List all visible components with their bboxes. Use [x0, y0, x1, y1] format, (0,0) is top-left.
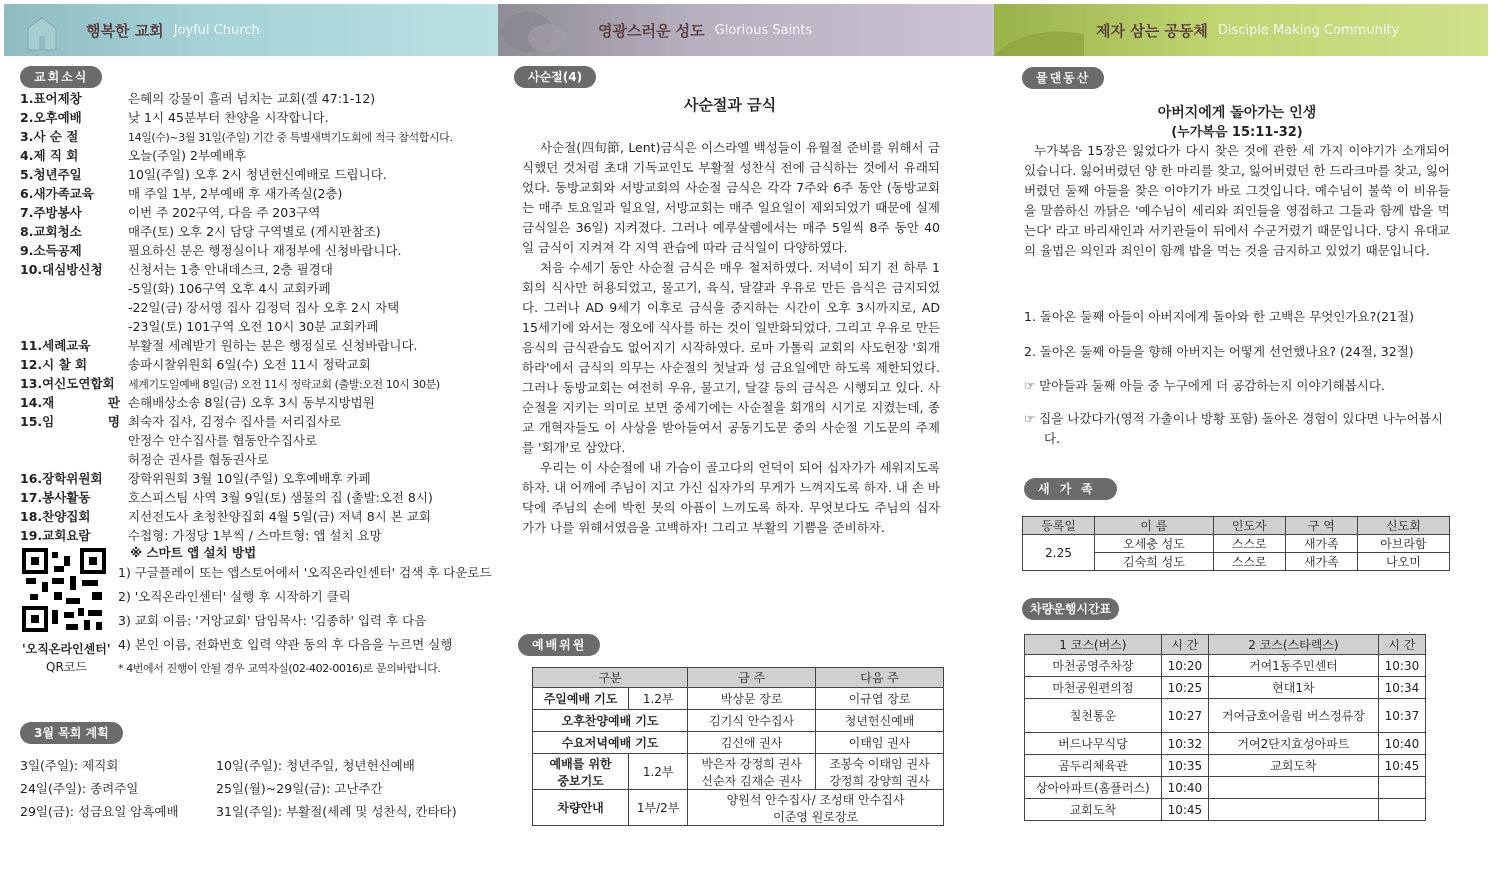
- cell-guide: 스스로: [1213, 535, 1285, 553]
- worship-committee-table: [532, 667, 944, 826]
- news-item-text: 10일(주일) 오후 2시 청년헌신예배로 드립니다.: [128, 167, 387, 182]
- row-next-week-2: 강정희 강양희 권사: [829, 773, 930, 788]
- news-item-label: 11.세례교육: [20, 338, 91, 353]
- news-item: [20, 204, 320, 222]
- news-item-text: 장학위원회 3월 10일(주일) 오후예배후 카페: [128, 471, 371, 486]
- header-title-en: Joyful Church: [173, 22, 260, 38]
- news-item: [20, 470, 371, 488]
- march-plan-tag: 3월 목회 계획: [20, 722, 123, 744]
- bible-study-reference: (누가복음 15:11-32): [1171, 125, 1303, 140]
- news-item: [20, 166, 387, 184]
- table-row: [533, 732, 944, 754]
- news-item-text: 부활절 세례받기 원하는 분은 행정실로 신청바랍니다.: [128, 338, 418, 353]
- row-this-week: 김신애 권사: [688, 732, 816, 754]
- row-name-2: 중보기도: [557, 773, 604, 788]
- row-next-week: 청년헌신예배: [816, 710, 944, 732]
- cell-name: 김숙희 성도: [1095, 553, 1214, 571]
- row-name: 예배를 위한: [549, 756, 612, 771]
- news-item-label: 8.교회청소: [20, 224, 82, 239]
- lent-article-title: 사순절과 금식: [683, 96, 777, 114]
- table-row: [1025, 699, 1426, 733]
- time-course-1: 10:32: [1161, 733, 1208, 755]
- cell-district: 새가족: [1285, 553, 1357, 571]
- time-course-2: 10:34: [1378, 677, 1425, 699]
- row-this-week: 김기식 안수집사: [688, 710, 816, 732]
- news-item-text: 필요하신 분은 행정실이나 재정부에 신청바랍니다.: [128, 243, 402, 258]
- news-item-text: -5일(화) 106구역 오후 4시 교회카페: [128, 281, 331, 296]
- table-row: [533, 710, 944, 732]
- cell-fellowship: 나오미: [1357, 553, 1449, 571]
- news-item-label: 15.임 명: [20, 414, 120, 429]
- row-sub: 1부/2부: [629, 790, 688, 826]
- news-item-label: 7.주방봉사: [20, 205, 82, 220]
- news-item: [20, 375, 440, 394]
- row-next-week: 조봉숙 이태임 권사: [829, 756, 930, 771]
- news-item-text: 세계기도일예배 8일(금) 오전 11시 정락교회 (출발:오전 10시 30분): [128, 378, 440, 391]
- app-install-step: 1) 구글플레이 또는 앱스토어에서 '오직온라인센터' 검색 후 다운로드: [118, 565, 492, 580]
- table-row: [533, 790, 944, 826]
- cell-district: 새가족: [1285, 535, 1357, 553]
- stop-course-2: 교회도착: [1208, 755, 1378, 777]
- plan-item: 29일(금): 성금요일 암흑예배: [20, 804, 179, 819]
- plan-item: 3일(주일): 제직회: [20, 758, 119, 773]
- row-sub: 1.2부: [629, 688, 688, 710]
- cell-guide: 스스로: [1213, 553, 1285, 571]
- news-item-label: 6.새가족교육: [20, 186, 94, 201]
- news-item-label: 2.오후예배: [20, 110, 82, 125]
- app-install-step: * 4번에서 진행이 안될 경우 교역자실(02-402-0016)로 문의바랍니다.: [118, 662, 441, 675]
- new-family-tag: 새가족: [1024, 478, 1117, 500]
- table-row: [1025, 755, 1426, 777]
- row-next-week: 이규엽 장로: [816, 688, 944, 710]
- col-header-date: 등록일: [1023, 517, 1095, 535]
- news-item: [20, 489, 433, 507]
- news-item: [20, 90, 375, 108]
- stop-course-2: [1208, 799, 1378, 821]
- time-course-1: 10:40: [1161, 777, 1208, 799]
- new-family-table: [1022, 516, 1450, 571]
- news-item: [20, 432, 317, 450]
- header-disciple-community: [994, 4, 1488, 56]
- plan-item: 31일(주일): 부활절(세례 및 성찬식, 칸타타): [216, 804, 457, 819]
- news-item-label: 19.교회요람: [20, 528, 91, 543]
- news-item-text: 신청서는 1층 안내데스크, 2층 필경대: [128, 262, 333, 277]
- question-2: 2. 돌아온 둘째 아들을 향해 아버지는 어떻게 선언했나요? (24절, 32절): [1024, 344, 1414, 359]
- col-header-course-2: 2 코스(스타렉스): [1208, 635, 1378, 655]
- news-item-text: 지선전도사 초청찬양집회 4월 5일(금) 저녁 8시 본 교회: [128, 509, 431, 524]
- row-name: 주일예배 기도: [533, 688, 629, 710]
- app-install-step: 2) '오직온라인센터' 실행 후 시작하기 클릭: [118, 589, 351, 604]
- news-item-text: 최숙자 집사, 김정수 집사를 서리집사로: [128, 414, 342, 429]
- header-title-en: Disciple Making Community: [1217, 22, 1400, 38]
- news-item-text: 손해배상소송 8일(금) 오후 3시 동부지방법원: [128, 395, 375, 410]
- app-install-step: 3) 교회 이름: '거앙교회' 담임목사: '김종하' 입력 후 다음: [118, 613, 427, 628]
- col-header-time-2: 시 간: [1378, 635, 1425, 655]
- time-course-1: 10:45: [1161, 799, 1208, 821]
- lent-article-body: [522, 138, 940, 538]
- news-item: [20, 109, 329, 127]
- app-install-step: 4) 본인 이름, 전화번호 입력 약관 동의 후 다음을 누르면 실행: [118, 637, 453, 652]
- time-course-2: 10:45: [1378, 755, 1425, 777]
- time-course-2: 10:37: [1378, 699, 1425, 733]
- lent-tag: 사순절(4): [514, 66, 596, 88]
- application-1: ☞ 맏아들과 둘째 아들 중 누구에게 더 공감하는지 이야기해봅시다.: [1024, 378, 1385, 393]
- col-header-category: 구분: [533, 668, 688, 688]
- stop-course-1: 곰두리체육관: [1025, 755, 1162, 777]
- lent-paragraph: 우리는 이 사순절에 내 가슴이 골고다의 언덕이 되어 십자가가 세워지도록 하자. 내 어깨에 주님이 지고 가신 십자가의 무게가 느껴지도록 하자. 내 손 바닥에 주님의 손에 박힌 못의 아픔이 느끼도록 하자. 무엇보다도 주님의 십자가가 나를 위해서였음을 고백하자! 그리고 부활의 기쁨을 준비하자.: [522, 460, 940, 535]
- hands-image-icon: [498, 4, 578, 56]
- news-item: [20, 223, 381, 241]
- news-item-text: -23일(토) 101구역 오전 10시 30분 교회카페: [128, 319, 379, 334]
- news-item: [20, 128, 452, 147]
- cell-name: 오세충 성도: [1095, 535, 1214, 553]
- table-row: [1025, 677, 1426, 699]
- news-item-label: 3.사 순 절: [20, 129, 79, 144]
- stop-course-2: [1208, 777, 1378, 799]
- bible-study-body: 누가복음 15장은 잃었다가 다시 찾은 것에 관한 세 가지 이야기가 소개되어 있습니다. 잃어버렸던 양 한 마리를 찾고, 잃어버렸던 한 드라크마를 찾고, 잃어버렸던 둘째 아들을 찾은 이야기가 바로 그것입니다. 예수님이 불쑥 이 비유들을 말씀하신 까닭은 '예수님이 세리와 죄인들을 영접하고 그들과 함께 밥을 먹는다' 라고 바리새인과 서기관들이 뒤에서 수군거렸기 때문입니다. 당시 유대교의 율법은 의인과 죄인이 함께 밥을 먹는 것을 금지하고 있었기 때문입니다.: [1024, 143, 1450, 258]
- time-course-1: 10:25: [1161, 677, 1208, 699]
- news-item-label: 13.여신도연합회: [20, 376, 115, 391]
- field-image-icon: [994, 4, 1084, 56]
- news-item: [20, 508, 431, 526]
- bus-schedule-tag: 차량운행시간표: [1022, 598, 1119, 620]
- news-item: [20, 242, 401, 260]
- news-item: [20, 147, 246, 165]
- qr-caption-app: '오직온라인센터': [22, 642, 111, 656]
- news-item-text: 매주(토) 오후 2시 담당 구역별로 (게시판참조): [128, 224, 381, 239]
- time-course-2: [1378, 777, 1425, 799]
- news-item-text: 허정순 권사를 협동권사로: [128, 452, 269, 467]
- header-title-ko: 행복한 교회: [86, 21, 164, 40]
- row-this-week: 박상문 장로: [688, 688, 816, 710]
- header-glorious-saints: [498, 4, 994, 56]
- time-course-1: 10:35: [1161, 755, 1208, 777]
- time-course-1: 10:20: [1161, 655, 1208, 677]
- col-header-this-week: 금 주: [688, 668, 816, 688]
- lent-paragraph: 처음 수세기 동안 사순절 금식은 매우 철저하였다. 저녁이 되기 전 하루 1회의 식사만 허용되었고, 물고기, 육식, 달걀과 우유로 만든 음식은 금지되었다. 그러나 AD 9세기 이후로 금식을 중지하는 시간이 오후 3시까지로, AD 15세기에 와서는 정오에 식사를 하는 것이 일반화되었다. 그리고 우유로 만든 음식의 금식관습도 없어지기 시작하였다. 로마 가톨릭 교회의 사도헌장 '회개하라'에서 금식의 의무는 사순절의 첫날과 성 금요일에만 하도록 제한되었다. 그러나 동방교회는 여전히 우유, 물고기, 달걀 등의 금식은 시행되고 있다. 사순절을 지키는 의미로 보면 중세기에는 사순절을 회개의 시기로 지켰는데, 종교 개혁자들도 이 사상을 받아들여서 공동기도문 중의 사순절 기도문의 주제를 '회개'로 삼았다.: [522, 260, 940, 455]
- stop-course-1: 상아아파트(홈플러스): [1025, 777, 1162, 799]
- plan-item: 24일(주일): 종려주일: [20, 781, 139, 796]
- row-name: 수요저녁예배 기도: [533, 732, 688, 754]
- row-this-week-2: 신순자 김재순 권사: [701, 773, 802, 788]
- table-row: [1023, 535, 1450, 553]
- church-news-tag: 교회소식: [20, 66, 102, 88]
- stop-course-2: 거여금호어울림 버스정류장: [1208, 699, 1378, 733]
- news-item-text: 오늘(주일) 2부예배후: [128, 148, 247, 163]
- cell-fellowship: 아브라함: [1357, 535, 1449, 553]
- table-row: [1025, 733, 1426, 755]
- row-sub: 1.2부: [629, 754, 688, 790]
- news-item: [20, 280, 331, 298]
- stop-course-2: 현대1차: [1208, 677, 1378, 699]
- news-item-label: 14.재 판: [20, 395, 120, 410]
- news-item-label: 10.대심방신청: [20, 262, 103, 277]
- time-course-2: [1378, 799, 1425, 821]
- news-item: [20, 394, 375, 412]
- col-header-fellowship: 신도회: [1357, 517, 1449, 535]
- qr-caption-label: QR코드: [46, 660, 87, 674]
- app-install-title: ※ 스마트 앱 설치 방법: [130, 545, 257, 560]
- question-1: 1. 돌아온 둘째 아들이 아버지에게 돌아와 한 고백은 무엇인가요?(21절): [1024, 309, 1414, 324]
- col-header-guide: 인도자: [1213, 517, 1285, 535]
- table-row: [533, 754, 944, 790]
- row-name: 차량안내: [533, 790, 629, 826]
- news-item-label: 9.소득공제: [20, 243, 82, 258]
- news-item-text: 수첩형: 가정당 1부씩 / 스마트형: 앱 설치 요망: [128, 528, 382, 543]
- plan-item: 10일(주일): 청년주일, 청년헌신예배: [216, 758, 415, 773]
- news-item-text: 은혜의 강물이 흘러 넘치는 교회(겔 47:1-12): [128, 91, 376, 106]
- worship-committee-tag: 예배위원: [518, 634, 600, 656]
- news-item-text: 송파시찰위원회 6일(수) 오전 11시 정락교회: [128, 357, 371, 372]
- news-item-text: 이번 주 202구역, 다음 주 203구역: [128, 205, 321, 220]
- row-this-week: 박은자 강정희 권사: [701, 756, 802, 771]
- row-vehicle-2: 이준영 원로장로: [773, 809, 859, 824]
- stop-course-1: 마천공원편의점: [1025, 677, 1162, 699]
- news-item-label: 17.봉사활동: [20, 490, 91, 505]
- news-item-text: 안정수 안수집사를 협동안수집사로: [128, 433, 318, 448]
- news-item: [20, 318, 379, 336]
- plan-item: 25일(월)~29일(금): 고난주간: [216, 781, 383, 796]
- news-item-text: 14일(수)~3월 31일(주일) 기간 중 특별새벽기도회에 적극 참석합시다.: [128, 131, 453, 144]
- news-item: [20, 261, 333, 279]
- news-item-label: 18.찬양집회: [20, 509, 91, 524]
- time-course-1: 10:27: [1161, 699, 1208, 733]
- bible-study-title: 아버지에게 돌아가는 인생: [1157, 105, 1317, 121]
- col-header-time-1: 시 간: [1161, 635, 1208, 655]
- stop-course-2: 거여2단지효성아파트: [1208, 733, 1378, 755]
- row-name: 오후찬양예배 기도: [533, 710, 688, 732]
- news-item: [20, 185, 342, 203]
- table-row: [1025, 655, 1426, 677]
- table-row: [1025, 799, 1426, 821]
- col-header-course-1: 1 코스(버스): [1025, 635, 1162, 655]
- news-item-text: 호스피스팀 사역 3월 9일(토) 샘물의 집 (출발:오전 8시): [128, 490, 433, 505]
- bible-study-tag: 물댄동산: [1022, 67, 1104, 89]
- stop-course-1: 버드나무식당: [1025, 733, 1162, 755]
- news-item: [20, 337, 418, 355]
- stop-course-1: 마천공영주차장: [1025, 655, 1162, 677]
- application-2: ☞ 집을 나갔다가(영적 가출이나 방황 포함) 돌아온 경험이 있다면 나누어봅시다.: [1024, 411, 1443, 446]
- news-item: [20, 451, 269, 469]
- registration-date: 2.25: [1023, 535, 1095, 571]
- news-item-label: 5.청년주일: [20, 167, 82, 182]
- stop-course-2: 거여1동주민센터: [1208, 655, 1378, 677]
- table-row: [533, 688, 944, 710]
- row-next-week: 이태임 권사: [816, 732, 944, 754]
- row-vehicle-1: 양원석 안수집사/ 조성태 안수집사: [726, 792, 905, 807]
- news-item-text: 낮 1시 45분부터 찬양을 시작합니다.: [128, 110, 329, 125]
- time-course-2: 10:40: [1378, 733, 1425, 755]
- news-item: [20, 299, 399, 317]
- news-item-text: 매 주일 1부, 2부예배 후 새가족실(2층): [128, 186, 343, 201]
- header-title-en: Glorious Saints: [714, 22, 813, 38]
- header-joyful-church: [4, 4, 498, 56]
- stop-course-1: 칠천통운: [1025, 699, 1162, 733]
- church-icon: [22, 6, 62, 54]
- news-item-label: 16.장학위원회: [20, 471, 103, 486]
- news-item-text: -22일(금) 장서영 집사 김정덕 집사 오후 2시 자택: [128, 300, 400, 315]
- bus-schedule-table: [1024, 634, 1426, 821]
- news-item: [20, 413, 341, 431]
- header-title-ko: 제자 삼는 공동체: [1096, 21, 1208, 40]
- time-course-2: 10:30: [1378, 655, 1425, 677]
- news-item-label: 12.시 찰 회: [20, 357, 88, 372]
- news-item-label: 4.제 직 회: [20, 148, 79, 163]
- table-row: [1025, 777, 1426, 799]
- col-header-district: 구 역: [1285, 517, 1357, 535]
- header-title-ko: 영광스러운 성도: [598, 21, 705, 40]
- news-item: [20, 356, 371, 374]
- col-header-name: 이 름: [1095, 517, 1214, 535]
- col-header-next-week: 다음 주: [816, 668, 944, 688]
- stop-course-1: 교회도착: [1025, 799, 1162, 821]
- lent-paragraph: 사순절(四旬節, Lent)금식은 이스라엘 백성들이 유월절 준비를 위해서 금식했던 것처럼 초대 기독교인도 부활절 성찬식 전에 금식하는 것에서 유래되었다. 동방교회와 서방교회의 사순절 금식은 각각 7주와 6주 동안 (동방교회는 매주 토요일과 일요일, 서방교회는 매주 일요일이 제외되었기 때문에 실제 금식일은 36일) 지켜졌다. 그러나 예루살렘에서는 매주 5일씩 8주 동안 40일 금식이 지켜져 각 지역 관습에 따라 금식일이 다양하였다.: [522, 140, 940, 255]
- qr-code-icon: [22, 548, 106, 632]
- news-item-label: 1.표어제창: [20, 91, 82, 106]
